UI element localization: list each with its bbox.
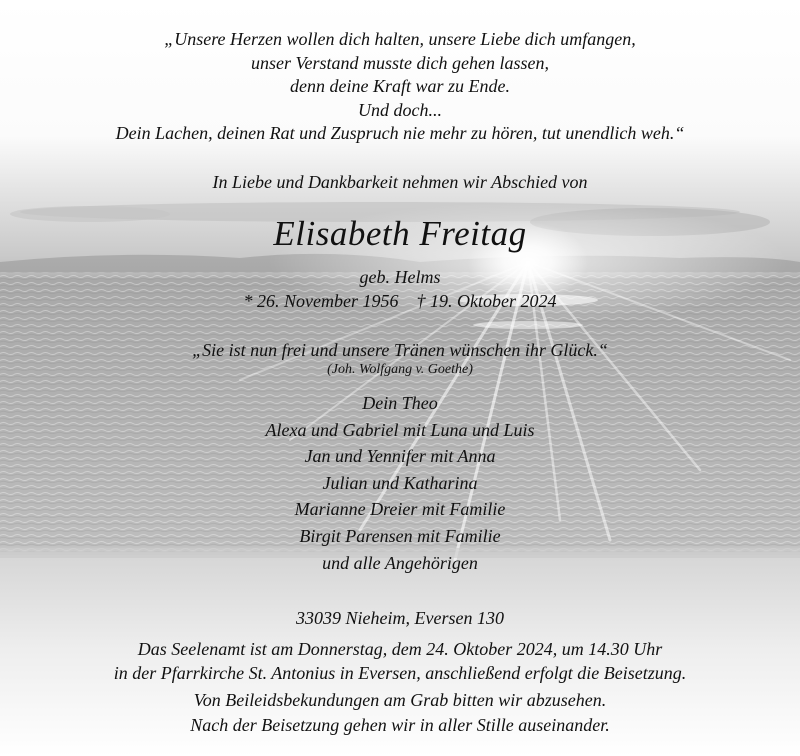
service-line: Das Seelenamt ist am Donnerstag, dem 24. Oktober 2024, um 14.30 Uhr (137, 639, 663, 659)
quote: „Sie ist nun frei und unsere Tränen wünschen ihr Glück.“ (192, 340, 608, 360)
mourner-line: und alle Angehörigen (322, 552, 478, 573)
mourner-line: Jan und Yennifer mit Anna (304, 446, 496, 467)
poem (0, 28, 800, 146)
deceased-name: Elisabeth Freitag (273, 214, 527, 253)
mourner-line: Marianne Dreier mit Familie (294, 499, 506, 520)
quote-author: (Joh. Wolfgang v. Goethe) (327, 362, 473, 377)
death-date: † 19. Oktober 2024 (416, 291, 557, 311)
mourner-line: Alexa und Gabriel mit Luna und Luis (265, 419, 535, 440)
poem-line: unser Verstand musste dich gehen lassen, (251, 52, 549, 73)
intro-text: In Liebe und Dankbarkeit nehmen wir Abschied von (212, 172, 588, 192)
mourner-line: Birgit Parensen mit Familie (299, 525, 501, 546)
service-info (0, 638, 800, 685)
life-dates (0, 291, 800, 312)
maiden-name: geb. Helms (359, 267, 441, 287)
birth-date: * 26. November 1956 (243, 291, 399, 311)
poem-line: Dein Lachen, deinen Rat und Zuspruch nie mehr zu hören, tut unendlich weh.“ (115, 123, 685, 143)
mourners-list (0, 390, 800, 576)
mourner-line: Dein Theo (362, 393, 438, 413)
address: 33039 Nieheim, Eversen 130 (296, 608, 504, 628)
poem-line: „Unsere Herzen wollen dich halten, unsere Liebe dich umfangen, (164, 29, 636, 49)
closing-line: Nach der Beisetzung gehen wir in aller Stille auseinander. (190, 715, 610, 735)
poem-line: Und doch... (358, 99, 442, 120)
closing-line: Von Beileidsbekundungen am Grab bitten wir abzusehen. (193, 690, 607, 710)
service-line: in der Pfarrkirche St. Antonius in Eversen, anschließend erfolgt die Beisetzung. (113, 662, 687, 683)
mourner-line: Julian und Katharina (322, 472, 478, 493)
poem-line: denn deine Kraft war zu Ende. (290, 76, 510, 96)
closing-notes (0, 688, 800, 738)
